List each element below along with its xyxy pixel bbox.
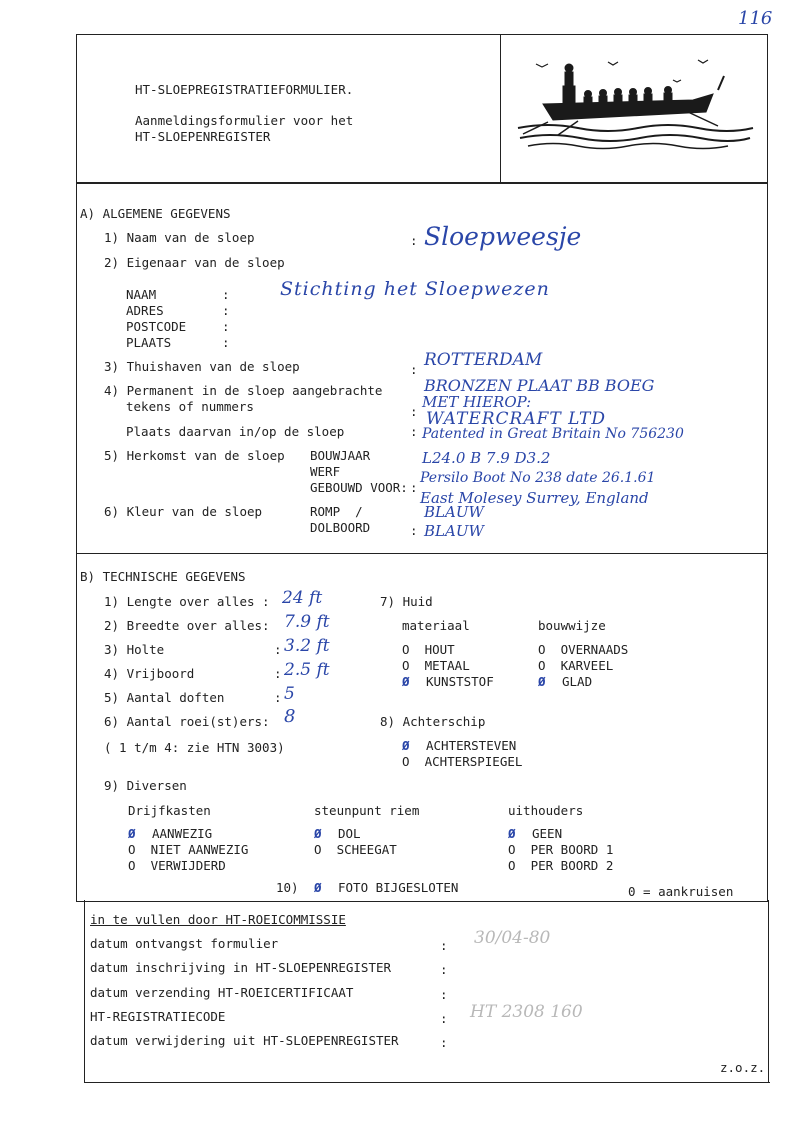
drijfkasten-aanwezig-check[interactable]: Ø (128, 826, 136, 841)
owner-city-label: PLAATS (126, 335, 172, 350)
drijfkasten-verwijderd[interactable]: O VERWIJDERD (128, 858, 226, 873)
commissie-row-2-label: datum inschrijving in HT-SLOEPENREGISTER (90, 960, 392, 975)
q6-label: 6) Kleur van de sloep (104, 504, 263, 519)
bouwwijze-overnaads[interactable]: O OVERNAADS (538, 642, 629, 657)
colon: : (222, 287, 230, 302)
bouwwijze-glad: GLAD (562, 674, 593, 689)
materiaal-kunststof-check[interactable]: Ø (402, 674, 410, 689)
b2-value[interactable]: 7.9 ft (284, 612, 330, 632)
colon: : (410, 424, 418, 439)
uithouders-per-boord-1[interactable]: O PER BOORD 1 (508, 842, 614, 857)
colon: : (440, 1011, 448, 1026)
colon: : (410, 523, 418, 538)
commissie-left-border (84, 900, 85, 1082)
drijfkasten-aanwezig: AANWEZIG (152, 826, 213, 841)
drijfkasten-niet-aanwezig[interactable]: O NIET AANWEZIG (128, 842, 249, 857)
b6-value[interactable]: 8 (284, 706, 296, 727)
b1-label: 1) Lengte over alles : (104, 594, 270, 609)
header-divider (500, 34, 501, 184)
b1-value[interactable]: 24 ft (282, 588, 323, 608)
bouwwijze-heading: bouwwijze (538, 618, 606, 633)
owner-address-label: ADRES (126, 303, 164, 318)
b-note: ( 1 t/m 4: zie HTN 3003) (104, 740, 285, 755)
colon: : (274, 642, 282, 657)
b3-label: 3) Holte (104, 642, 165, 657)
q3-home-port-value[interactable]: ROTTERDAM (424, 350, 543, 370)
drijfkasten-heading: Drijfkasten (128, 803, 211, 818)
legend: 0 = aankruisen (628, 884, 734, 899)
q6-sub-dolboord: DOLBOORD (310, 520, 371, 535)
uithouders-geen: GEEN (532, 826, 563, 841)
achtersteven: ACHTERSTEVEN (426, 738, 517, 753)
uithouders-per-boord-2[interactable]: O PER BOORD 2 (508, 858, 614, 873)
foto-bijgesloten: FOTO BIJGESLOTEN (338, 880, 459, 895)
commissie-heading: in te vullen door HT-ROEICOMMISSIE (90, 912, 346, 927)
achtersteven-check[interactable]: Ø (402, 738, 410, 753)
q5-sub-bouwjaar: BOUWJAAR (310, 448, 371, 463)
q10-label: 10) (276, 880, 299, 895)
bouwwijze-glad-check[interactable]: Ø (538, 674, 546, 689)
q5-sub-werf: WERF (310, 464, 341, 479)
q5-value-1[interactable]: L24.0 B 7.9 D3.2 (422, 449, 551, 467)
colon: : (440, 1035, 448, 1050)
colon: : (440, 987, 448, 1002)
q1-label: 1) Naam van de sloep (104, 230, 255, 245)
uithouders-heading: uithouders (508, 803, 584, 818)
colon: : (222, 335, 230, 350)
colon: : (410, 404, 418, 419)
commissie-right-border (768, 900, 769, 1083)
steunpunt-dol: DOL (338, 826, 361, 841)
q1-boat-name-value[interactable]: Sloepweesje (424, 222, 582, 251)
q6-dolboord-value[interactable]: BLAUW (424, 522, 484, 540)
q4-label-2: tekens of nummers (126, 399, 254, 414)
materiaal-hout[interactable]: O HOUT (402, 642, 455, 657)
rowing-boat-illustration-icon (508, 42, 758, 170)
q6-romp-value[interactable]: BLAUW (424, 503, 484, 521)
q5-label: 5) Herkomst van de sloep (104, 448, 285, 463)
colon: : (410, 480, 418, 495)
commissie-row-1-value[interactable]: 30/04-80 (474, 928, 551, 948)
b4-value[interactable]: 2.5 ft (284, 660, 330, 680)
materiaal-metaal[interactable]: O METAAL (402, 658, 470, 673)
q5-value-3[interactable]: East Molesey Surrey, England (420, 489, 649, 507)
form-title: HT-SLOEPREGISTRATIEFORMULIER. (135, 82, 354, 97)
bouwwijze-karveel[interactable]: O KARVEEL (538, 658, 614, 673)
b5-label: 5) Aantal doften (104, 690, 225, 705)
q4-label-1: 4) Permanent in de sloep aangebrachte (104, 383, 383, 398)
q9-heading: 9) Diversen (104, 778, 187, 793)
zoz-footer: z.o.z. (720, 1060, 766, 1075)
q6-sub-romp: ROMP / (310, 504, 363, 519)
uithouders-geen-check[interactable]: Ø (508, 826, 516, 841)
colon: : (410, 233, 418, 248)
b6-label: 6) Aantal roei(st)ers: (104, 714, 270, 729)
colon: : (222, 319, 230, 334)
q5-value-2[interactable]: Persilo Boot No 238 date 26.1.61 (420, 470, 656, 486)
q4-value-1[interactable]: BRONZEN PLAAT BB BOEG (424, 376, 655, 395)
commissie-row-1-label: datum ontvangst formulier (90, 936, 279, 951)
achterspiegel[interactable]: O ACHTERSPIEGEL (402, 754, 523, 769)
section-a-heading: A) ALGEMENE GEGEVENS (80, 206, 231, 221)
colon: : (274, 666, 282, 681)
materiaal-kunststof: KUNSTSTOF (426, 674, 494, 689)
b4-label: 4) Vrijboord (104, 666, 195, 681)
b2-label: 2) Breedte over alles: (104, 618, 270, 633)
q7-heading: 7) Huid (380, 594, 433, 609)
commissie-row-3-label: datum verzending HT-ROEICERTIFICAAT (90, 985, 354, 1000)
q5-sub-gebouwd: GEBOUWD VOOR: (310, 480, 408, 495)
colon: : (274, 690, 282, 705)
b3-value[interactable]: 3.2 ft (284, 636, 330, 656)
colon: : (222, 303, 230, 318)
colon: : (440, 938, 448, 953)
colon: : (440, 962, 448, 977)
b5-value[interactable]: 5 (284, 684, 295, 704)
q8-heading: 8) Achterschip (380, 714, 486, 729)
q2-label: 2) Eigenaar van de sloep (104, 255, 285, 270)
q4-value-3[interactable]: WATERCRAFT LTD (426, 409, 607, 429)
section-b-heading: B) TECHNISCHE GEGEVENS (80, 569, 246, 584)
foto-check[interactable]: Ø (314, 880, 322, 895)
commissie-row-4-label: HT-REGISTRATIECODE (90, 1009, 226, 1024)
materiaal-heading: materiaal (402, 618, 470, 633)
q3-label: 3) Thuishaven van de sloep (104, 359, 300, 374)
section-divider (76, 553, 768, 554)
form-subtitle-1: Aanmeldingsformulier voor het (135, 113, 354, 128)
colon: : (410, 362, 418, 377)
page-number: 116 (738, 8, 773, 29)
owner-name-value[interactable]: Stichting het Sloepwezen (280, 278, 550, 300)
commissie-bottom-border (84, 1082, 770, 1083)
commissie-row-4-value[interactable]: HT 2308 160 (470, 1002, 583, 1022)
form-subtitle-2: HT-SLOEPENREGISTER (135, 129, 271, 144)
commissie-row-5-label: datum verwijdering uit HT-SLOEPENREGISTER (90, 1033, 399, 1048)
steunpunt-scheegat[interactable]: O SCHEEGAT (314, 842, 397, 857)
plaats-label: Plaats daarvan in/op de sloep (126, 424, 345, 439)
plaats-value[interactable]: Patented in Great Britain No 756230 (422, 426, 684, 442)
owner-name-label: NAAM (126, 287, 157, 302)
owner-postcode-label: POSTCODE (126, 319, 187, 334)
steunpunt-dol-check[interactable]: Ø (314, 826, 322, 841)
steunpunt-heading: steunpunt riem (314, 803, 420, 818)
q4-value-2[interactable]: MET HIEROP: (422, 393, 532, 411)
